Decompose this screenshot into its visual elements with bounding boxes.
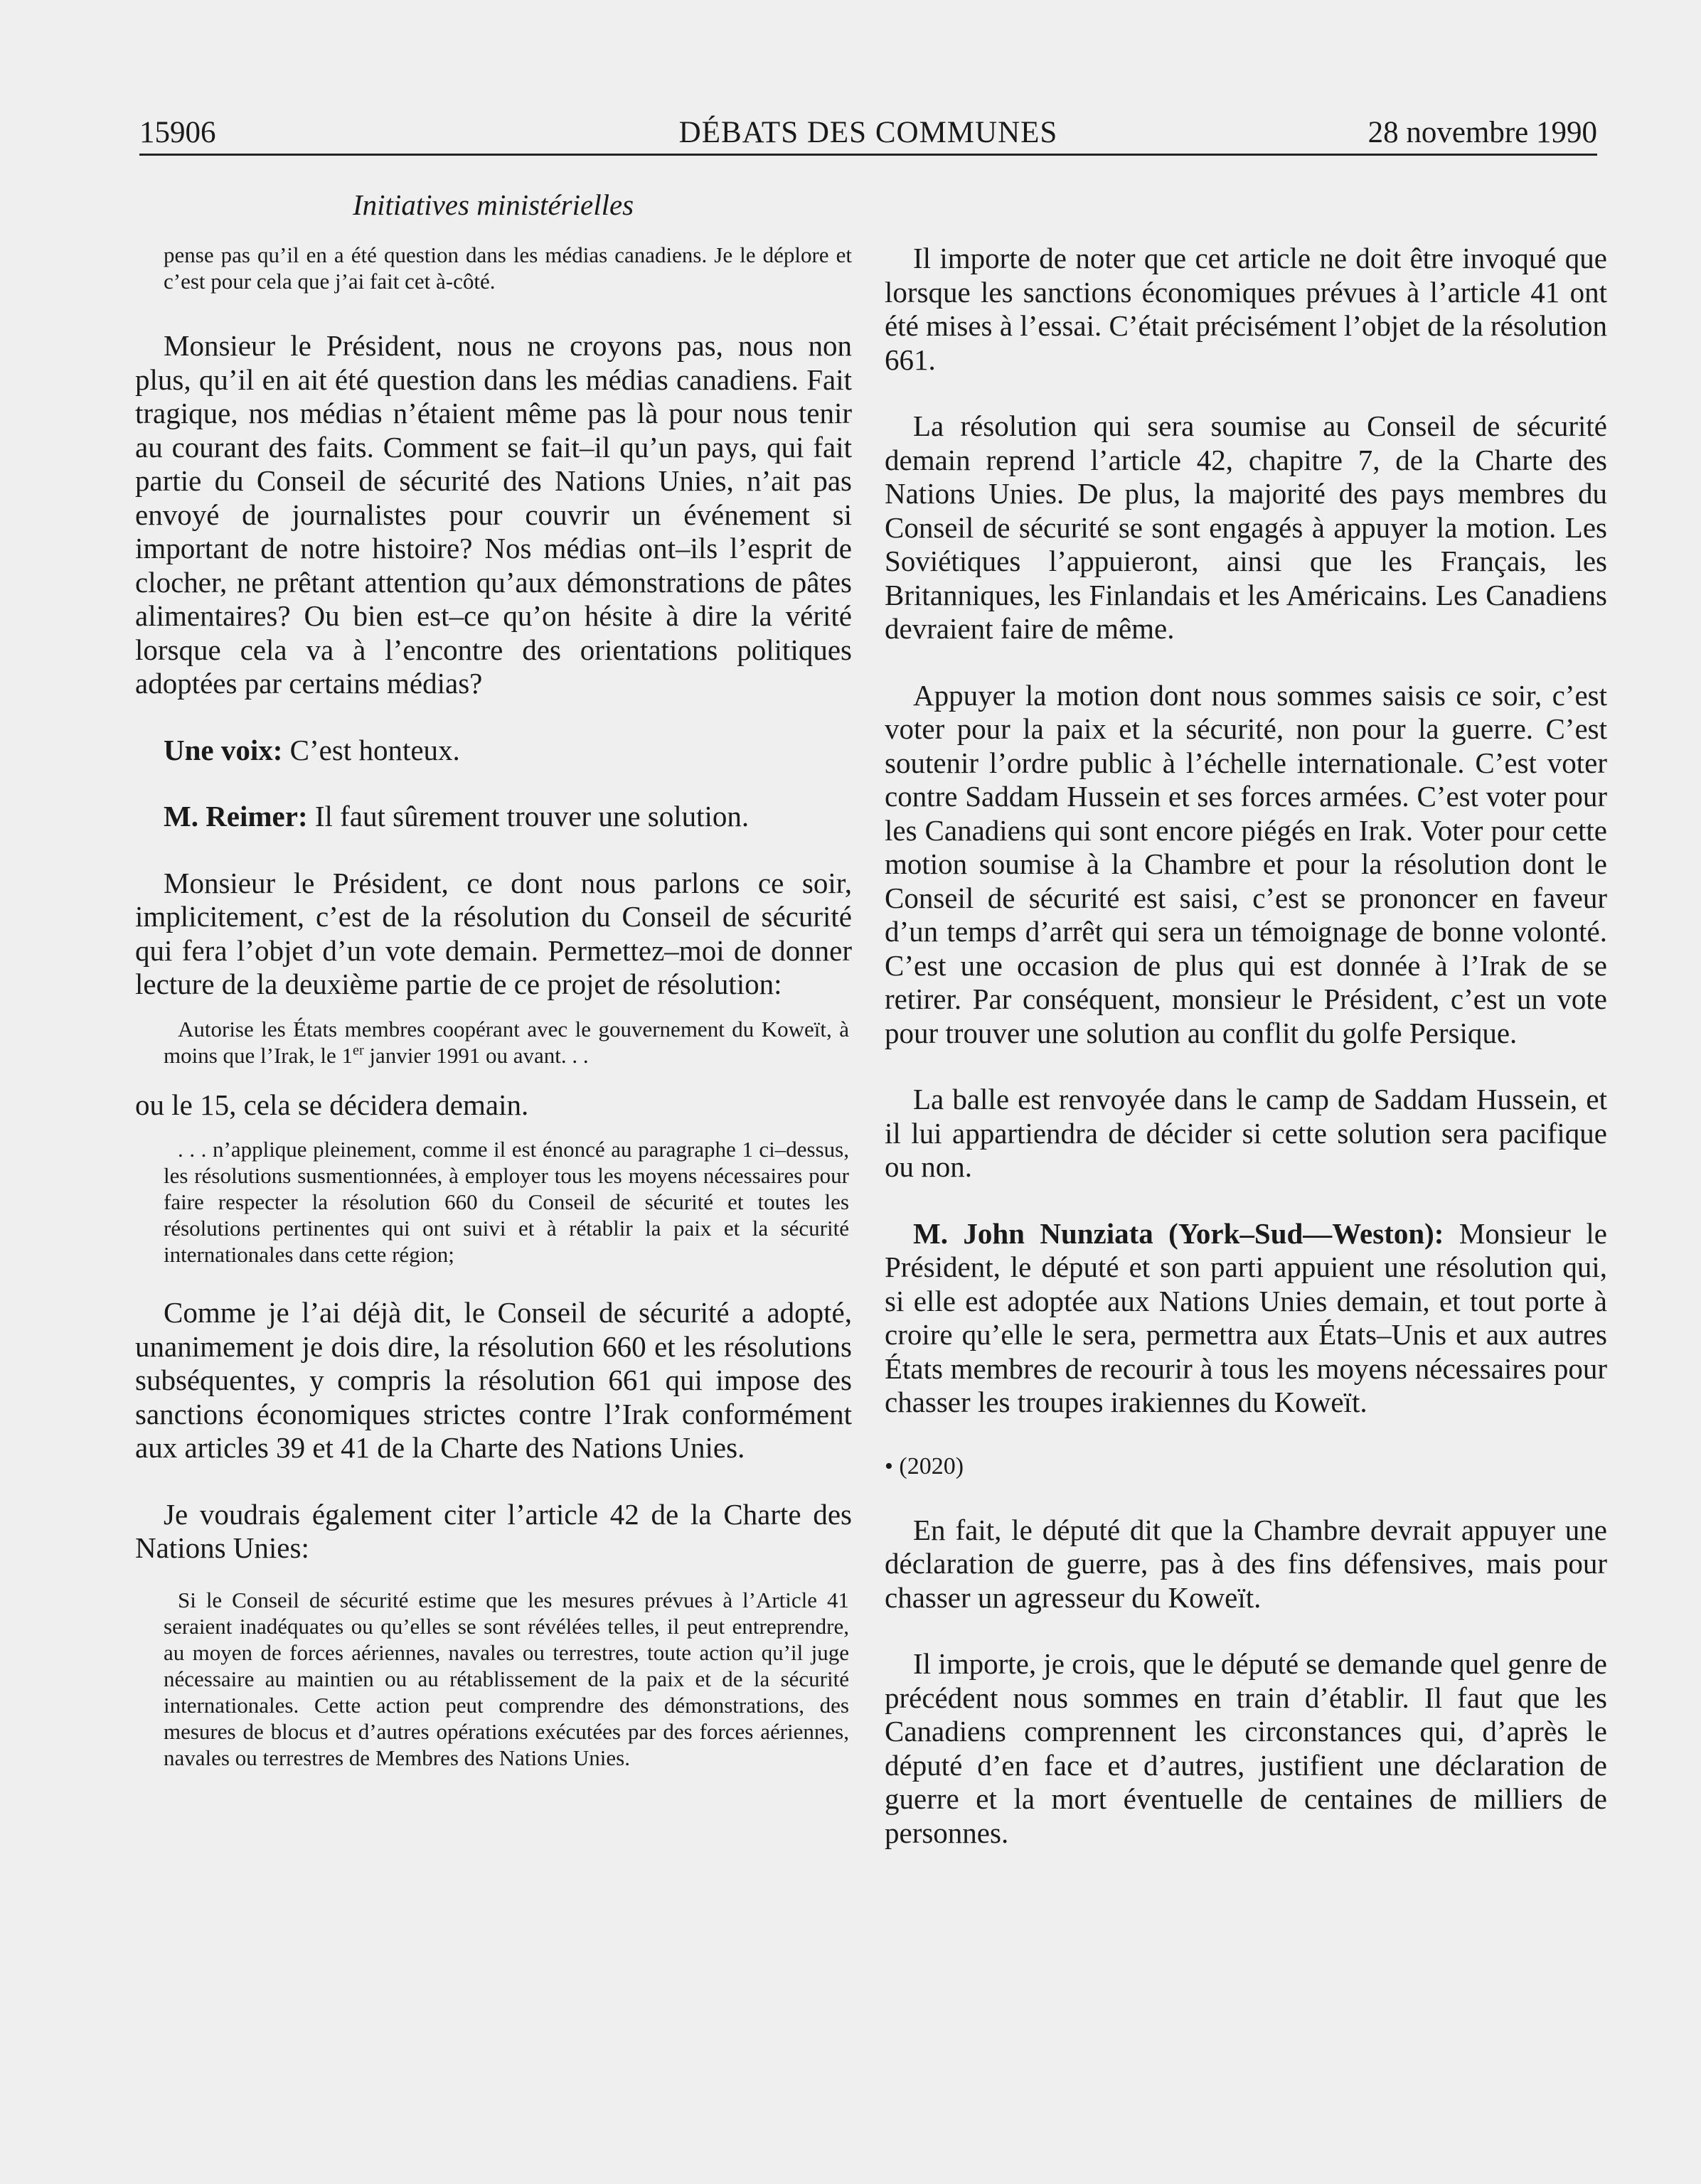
page-number: 15906 — [139, 116, 216, 149]
speaker-paragraph — [135, 800, 852, 834]
quote-text: Autorise les États membres coopérant avec le gouvernement du Koweït, à moins que l’Irak, le 1 — [164, 1016, 849, 1068]
speaker-name: M. Reimer: — [164, 800, 308, 833]
speech-text: Monsieur le Président, le député et son parti appuient une résolution qui, si elle est adoptée aux Nations Unies demain, et tout porte à croire qu’elle le sera, permettra aux États–Unis et aux autres États membres de recourir à tous les moyens nécessaires pour chasser les troupes irakiennes du Koweït. — [885, 1216, 1607, 1418]
quote-text: janvier 1991 ou avant. . . — [369, 1042, 589, 1068]
body-paragraph: Il importe, je crois, que le député se demande quel genre de précédent nous sommes en train d’établir. Il faut que les Canadiens comprennent les circonstances qui, d’après le député d’en face et d’autres, justifient une déclaration de guerre et la mort éventuelle de centaines de milliers de personnes. — [885, 1647, 1607, 1849]
running-head — [139, 111, 1597, 156]
speaker-name: M. John Nunziata (York–Sud—Weston): — [913, 1216, 1444, 1250]
block-quote — [135, 1016, 852, 1069]
left-column — [135, 242, 852, 1771]
timestamp: • (2020) — [885, 1452, 964, 1479]
body-paragraph: Monsieur le Président, ce dont nous parlons ce soir, implicitement, c’est de la résolution du Conseil de sécurité qui fera l’objet d’un vote demain. Permettez–moi de donner lecture de la deuxième partie de ce projet de résolution: — [135, 866, 852, 1000]
speaker-name: Une voix: — [164, 733, 283, 766]
section-title: Initiatives ministérielles — [353, 188, 634, 221]
body-paragraph: ou le 15, cela se décidera demain. — [135, 1088, 529, 1121]
speaker-paragraph — [135, 734, 852, 768]
body-paragraph: En fait, le député dit que la Chambre devrait appuyer une déclaration de guerre, pas à des fins défensives, mais pour chasser un agresseur du Koweït. — [885, 1513, 1607, 1614]
publication-title: DÉBATS DES COMMUNES — [678, 116, 1058, 149]
body-paragraph: La balle est renvoyée dans le camp de Saddam Hussein, et il lui appartiendra de décider si cette solution sera pacifique ou non. — [885, 1083, 1607, 1183]
page-date: 28 novembre 1990 — [1367, 116, 1597, 149]
continued-paragraph: pense pas qu’il en a été question dans les médias canadiens. Je le déplore et c’est pour cela que j’ai fait cet à-côté. — [164, 242, 852, 294]
body-paragraph: Il importe de noter que cet article ne doit être invoqué que lorsque les sanctions économiques prévues à l’article 41 ont été mises à l’essai. C’était précisément l’objet de la résolution 661. — [885, 242, 1607, 376]
body-paragraph: Monsieur le Président, nous ne croyons pas, nous non plus, qu’il en ait été question dans les médias canadiens. Fait tragique, nos médias n’étaient même pas là pour nous tenir au courant des faits. Comment se fait–il qu’un pays, qui fait partie du Conseil de sécurité des Nations Unies, n’ait pas envoyé de journalistes pour couvrir un événement si important de notre histoire? Nos médias ont–ils l’esprit de clocher, ne prêtant attention qu’aux démonstrations de pâtes alimentaires? Ou bien est–ce qu’on hésite à dire la vérité lorsque cela va à l’encontre des orientations politiques adoptées par certains médias? — [135, 329, 852, 700]
speaker-paragraph — [885, 1217, 1607, 1420]
block-quote: . . . n’applique pleinement, comme il est énoncé au paragraphe 1 ci–dessus, les résolutions susmentionnées, à employer tous les moyens nécessaires pour faire respecter la résolution 660 du Conseil de sécurité et toutes les résolutions pertinentes qui ont suivi et à rétablir la paix et la sécurité internationales dans cette région; — [164, 1137, 849, 1267]
right-column — [885, 242, 1607, 1850]
body-paragraph: Appuyer la motion dont nous sommes saisis ce soir, c’est voter pour la paix et la sécurité, non pour la guerre. C’est soutenir l’ordre public à l’échelle internationale. C’est voter contre Saddam Hussein et ses forces armées. C’est voter pour les Canadiens qui sont encore piégés en Irak. Voter pour cette motion soumise à la Chambre et pour la résolution dont le Conseil de sécurité est saisi, c’est se prononcer en faveur d’un temps d’arrêt qui sera un témoignage de bonne volonté. C’est une occasion de plus qui est donnée à l’Irak de se retirer. Par conséquent, monsieur le Président, c’est un vote pour trouver une solution au conflit du golfe Persique. — [885, 678, 1607, 1049]
speech-text: Il faut sûrement trouver une solution. — [314, 800, 750, 833]
ordinal-superscript: er — [353, 1042, 364, 1059]
body-paragraph: Je voudrais également citer l’article 42 de la Charte des Nations Unies: — [135, 1497, 852, 1564]
body-paragraph: La résolution qui sera soumise au Conseil de sécurité demain reprend l’article 42, chapitre 7, de la Charte des Nations Unies. De plus, la majorité des pays membres du Conseil de sécurité se sont engagés à appuyer la motion. Les Soviétiques l’appuieront, ainsi que les Français, les Britanniques, les Finlandais et les Américains. Les Canadiens devraient faire de même. — [885, 410, 1607, 645]
speech-text: C’est honteux. — [289, 733, 460, 766]
body-paragraph: Comme je l’ai déjà dit, le Conseil de sécurité a adopté, unanimement je dois dire, la résolution 660 et les résolutions subséquentes, y compris la résolution 661 qui impose des sanctions économiques strictes contre l’Irak conformément aux articles 39 et 41 de la Charte des Nations Unies. — [135, 1296, 852, 1464]
block-quote: Si le Conseil de sécurité estime que les mesures prévues à l’Article 41 seraient inadéquates ou qu’elles se sont révélées telles, il peut entreprendre, au moyen de forces aériennes, navales ou terrestres, toute action qu’il juge nécessaire au maintien ou au rétablissement de la paix et de la sécurité internationales. Cette action peut comprendre des démonstrations, des mesures de blocus et d’autres opérations exécutées par des forces aériennes, navales ou terrestres de Membres des Nations Unies. — [164, 1587, 849, 1770]
